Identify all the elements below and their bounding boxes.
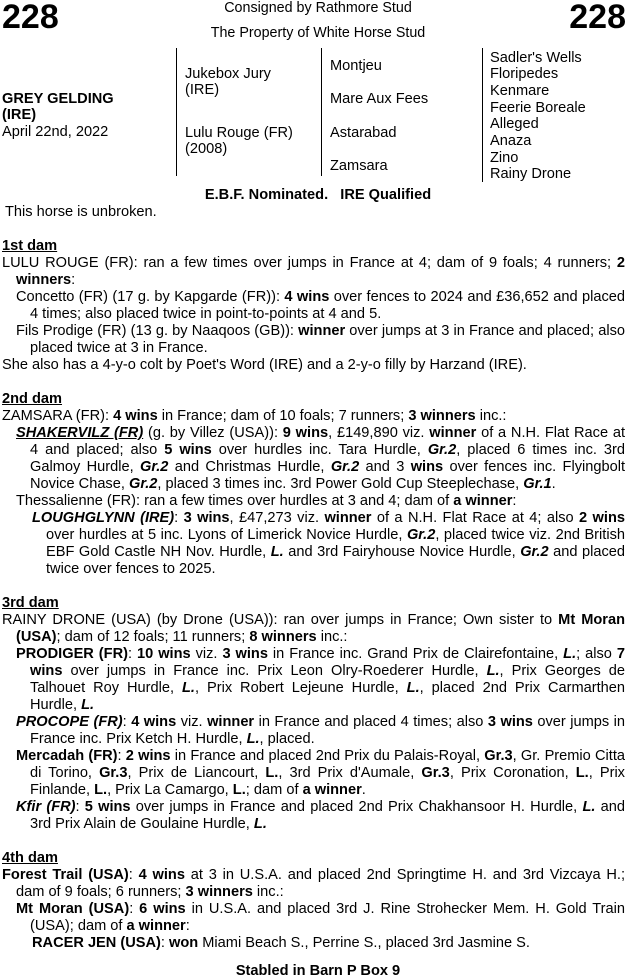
third-dam-heading: 3rd dam [2,595,59,611]
stabling-footer: Stabled in Barn P Box 9 [235,963,401,979]
first-dam-heading: 1st dam [2,238,58,254]
second-dam-entry: ZAMSARA (FR): 4 wins in France; dam of 10 foals; 7 runners; 3 winners inc.: [2,408,507,424]
fourth-dam-grandfoal: RACER JEN (USA): won Miami Beach S., Perrine S., placed 3rd Jasmine S. [32,935,530,951]
pedigree-ggp-8: Rainy Drone [490,166,572,182]
pedigree-gsire-1: Montjeu [330,58,382,74]
third-dam-foal-4: Kfir (FR): 5 wins over jumps in France and placed 2nd Prix Chakhansoor H. Hurdle, L. and 3rd Prix Alain de Goulaine Hurdle, L. [16,799,625,832]
fourth-dam-heading: 4th dam [2,850,58,866]
second-dam-foal-2: Thessalienne (FR): ran a few times over hurdles at 3 and 4; dam of a winner: [16,493,517,509]
pedigree-ggp-5: Alleged [490,116,539,132]
third-dam-foal-1: PRODIGER (FR): 10 wins viz. 3 wins in France inc. Grand Prix de Clairefontaine, L.; also 7 wins over jumps in France inc. Prix Leon Olry-Roederer Hurdle, L., Prix Georges de Talhouet Roy Hurdle, L., Prix Robert Lejeune Hurdle, L., placed 2nd Prix Carmarthen Hurdle, L. [16,646,626,713]
horse-dob: April 22nd, 2022 [2,124,109,140]
nominations: E.B.F. Nominated. IRE Qualified [204,187,432,203]
third-dam-entry: RAINY DRONE (USA) (by Drone (USA)): ran over jumps in France; Own sister to Mt Moran (USA); dam of 12 foals; 11 runners; 8 winners inc.: [2,612,626,645]
pedigree-sire-country: (IRE) [185,82,220,98]
pedigree-bracket-1 [176,48,177,176]
consignor: Consigned by Rathmore Stud [224,0,412,16]
fourth-dam-entry: Forest Trail (USA): 4 wins at 3 in U.S.A. and placed 2nd Springtime H. and 3rd Vizcaya H.; dam of 9 foals; 6 runners; 3 winners inc.: [2,867,626,900]
pedigree-ggp-2: Floripedes [490,66,559,82]
second-dam-foal-1: SHAKERVILZ (FR) (g. by Villez (USA)): 9 wins, £149,890 viz. winner of a N.H. Flat Race at 4 and placed; also 5 wins over hurdles inc. Tara Hurdle, Gr.2, placed 6 times inc. 3rd Galmoy Hurdle, Gr.2 and Christmas Hurdle, Gr.2 and 3 wins over fences inc. Flyingbolt Novice Chase, Gr.2, placed 3 times inc. 3rd Power Gold Cup Steeplechase, Gr.1. [16,425,626,492]
horse-sex: GREY GELDING [2,91,114,107]
pedigree-gdam-2: Zamsara [330,158,388,174]
lot-number-right: 228 [569,0,626,36]
pedigree-ggp-3: Kenmare [490,83,550,99]
first-dam-foal-1: Concetto (FR) (17 g. by Kapgarde (FR)): 4 wins over fences to 2024 and £36,652 and placed 4 times; also placed twice in point-to-points at 4 and 5. [16,289,625,322]
third-dam-foal-2: PROCOPE (FR): 4 wins viz. winner in France and placed 4 times; also 3 wins over jumps in France inc. Prix Ketch H. Hurdle, L., placed. [16,714,626,747]
first-dam-note: She also has a 4-y-o colt by Poet's Word (IRE) and a 2-y-o filly by Harzand (IRE). [2,357,527,373]
unbroken-note: This horse is unbroken. [5,204,157,220]
pedigree-bracket-3 [482,48,483,182]
fourth-dam-foal-1: Mt Moran (USA): 6 wins in U.S.A. and placed 3rd J. Rine Strohecker Mem. H. Gold Train (USA); dam of a winner: [16,901,625,934]
pedigree-ggp-7: Zino [490,150,519,166]
pedigree-ggp-4: Feerie Boreale [490,100,586,116]
second-dam-grandfoal: LOUGHGLYNN (IRE): 3 wins, £47,273 viz. winner of a N.H. Flat Race at 4; also 2 wins over hurdles at 5 inc. Lyons of Limerick Novice Hurdle, Gr.2, placed twice viz. 2nd British EBF Gold Castle NH Nov. Hurdle, L. and 3rd Fairyhouse Novice Hurdle, Gr.2 and placed twice over fences to 2025. [32,510,625,577]
lot-number-left: 228 [2,0,59,36]
pedigree-ggp-6: Anaza [490,133,532,149]
pedigree-ggp-1: Sadler's Wells [490,50,582,66]
first-dam-entry: LULU ROUGE (FR): ran a few times over jumps in France at 4; dam of 9 foals; 4 runners; 2 winners: [2,255,625,288]
horse-country: (IRE) [2,107,37,123]
pedigree-dam-year: (2008) [185,141,228,157]
pedigree-gdam-1: Mare Aux Fees [330,91,429,107]
catalogue-body [2,238,625,952]
third-dam-foal-3: Mercadah (FR): 2 wins in France and placed 2nd Prix du Palais-Royal, Gr.3, Gr. Premio Citta di Torino, Gr.3, Prix de Liancourt, L., 3rd Prix d'Aumale, Gr.3, Prix Coronation, L., Prix Finlande, L., Prix La Camargo, L.; dam of a winner. [16,748,626,798]
property-of: The Property of White Horse Stud [210,25,426,41]
first-dam-foal-2: Fils Prodige (FR) (13 g. by Naaqoos (GB)): winner over jumps at 3 in France and placed; also placed twice at 3 in France. [16,323,625,356]
second-dam-heading: 2nd dam [2,391,63,407]
pedigree-sire: Jukebox Jury [185,66,271,82]
pedigree-gsire-2: Astarabad [330,125,397,141]
pedigree-dam: Lulu Rouge (FR) [185,125,293,141]
pedigree-bracket-2 [321,48,322,176]
